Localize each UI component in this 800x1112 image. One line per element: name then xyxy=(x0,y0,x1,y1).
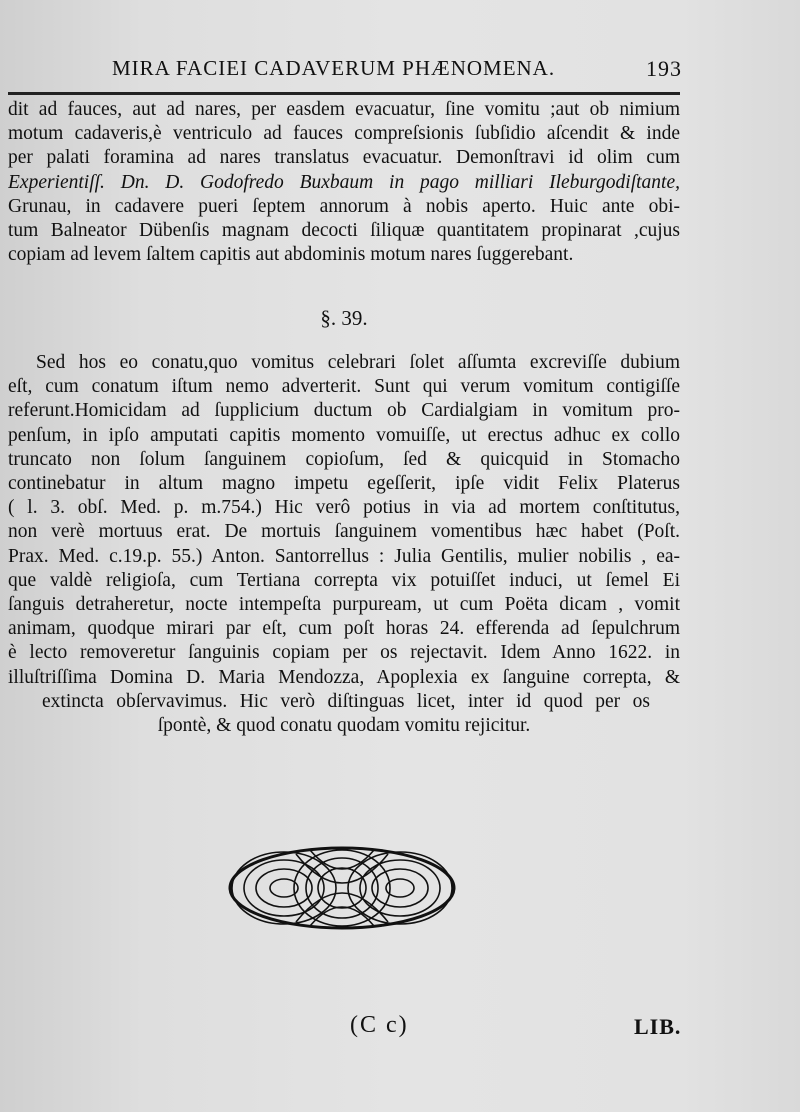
text-line: copiam ad levem ſaltem capitis aut abdominis motum nares ſuggerebant. xyxy=(8,244,574,266)
text-line: extincta obſervavimus. Hic verò diſtinguas licet, inter id quod per os xyxy=(42,690,650,712)
text-line: illuſtriſſima Domina D. Maria Mendozza, Apoplexia ex ſanguine correpta, & xyxy=(8,666,680,688)
text-line: ſpontè, & quod conatu quodam vomitu rejicitur. xyxy=(157,715,531,737)
text-line: continebatur in altum magno impetu egeſſerit, ipſe vidit Felix Platerus xyxy=(8,473,680,495)
text-line: ( l. 3. obſ. Med. p. m.754.) Hic verô potius in via ad mortem conſtitutus, xyxy=(8,497,680,519)
text-line: Experientiſſ. Dn. D. Godofredo Buxbaum in pago milliari Ileburgodiſtante, xyxy=(8,171,680,193)
text-line: non verè mortuus erat. De mortuis ſanguinem vomentibus hæc habet (Poſt. xyxy=(8,521,680,543)
text-line: dit ad fauces, aut ad nares, per easdem evacuatur, ſine vomitu ;aut ob nimium xyxy=(8,99,680,120)
text-line: Sed hos eo conatu,quo vomitus celebrari ſolet aſſumta excreviſſe dubium xyxy=(36,352,680,373)
text-line: que valdè religioſa, cum Tertiana correpta vix potuiſſet induci, ut ſemel Ei xyxy=(8,569,680,591)
section-heading: §. 39. xyxy=(320,306,368,330)
text-line: tum Balneator Dübenſis magnam decocti ſiliquæ quantitatem propinarat ,cujus xyxy=(8,220,680,242)
text-line: per palati foramina ad nares translatus evacuatur. Demonſtravi id olim cum xyxy=(8,147,680,169)
tailpiece-ornament xyxy=(226,842,458,934)
catchword: LIB. xyxy=(634,1014,682,1039)
running-title: MIRA FACIEI CADAVERUM PHÆNOMENA. xyxy=(112,56,556,80)
text-line: è lecto removeretur ſanguinis copiam per os rejectavit. Idem Anno 1622. in xyxy=(8,642,680,664)
text-line: Prax. Med. c.19.p. 55.) Anton. Santorrellus : Julia Gentilis, mulier nobilis , ea- xyxy=(8,545,680,567)
paragraph-section-39 xyxy=(8,351,680,738)
page-number: 193 xyxy=(646,56,682,81)
paragraph-continuation xyxy=(8,98,680,267)
text-line: animam, quodque mirari par eſt, cum poſt horas 24. efferenda ad ſepulchrum xyxy=(8,618,680,640)
signature-mark: (C c) xyxy=(350,1012,409,1038)
text-line: referunt.Homicidam ad ſupplicium ductum ob Cardialgiam in vomitum pro- xyxy=(8,400,680,422)
text-line: truncato non ſolum ſanguinem copioſum, ſed & quicquid in Stomacho xyxy=(8,448,680,470)
text-line: ſanguis detraheretur, nocte intempeſta purpuream, ut cum Poëta dicam , vomit xyxy=(8,594,680,616)
text-line: Grunau, in cadavere pueri ſeptem annorum à nobis aperto. Huic ante obi- xyxy=(8,195,680,217)
text-line: penſum, in ipſo amputati capitis momento vomuiſſe, ut erectus adhuc ex collo xyxy=(8,424,680,446)
text-line: motum cadaveris,è ventriculo ad fauces compreſsionis ſubſidio aſcendit & inde xyxy=(8,123,680,145)
header-rule xyxy=(8,92,680,95)
text-line: eſt, cum conatum iſtum nemo adverterit. Sunt qui verum vomitum contigiſſe xyxy=(8,376,680,398)
